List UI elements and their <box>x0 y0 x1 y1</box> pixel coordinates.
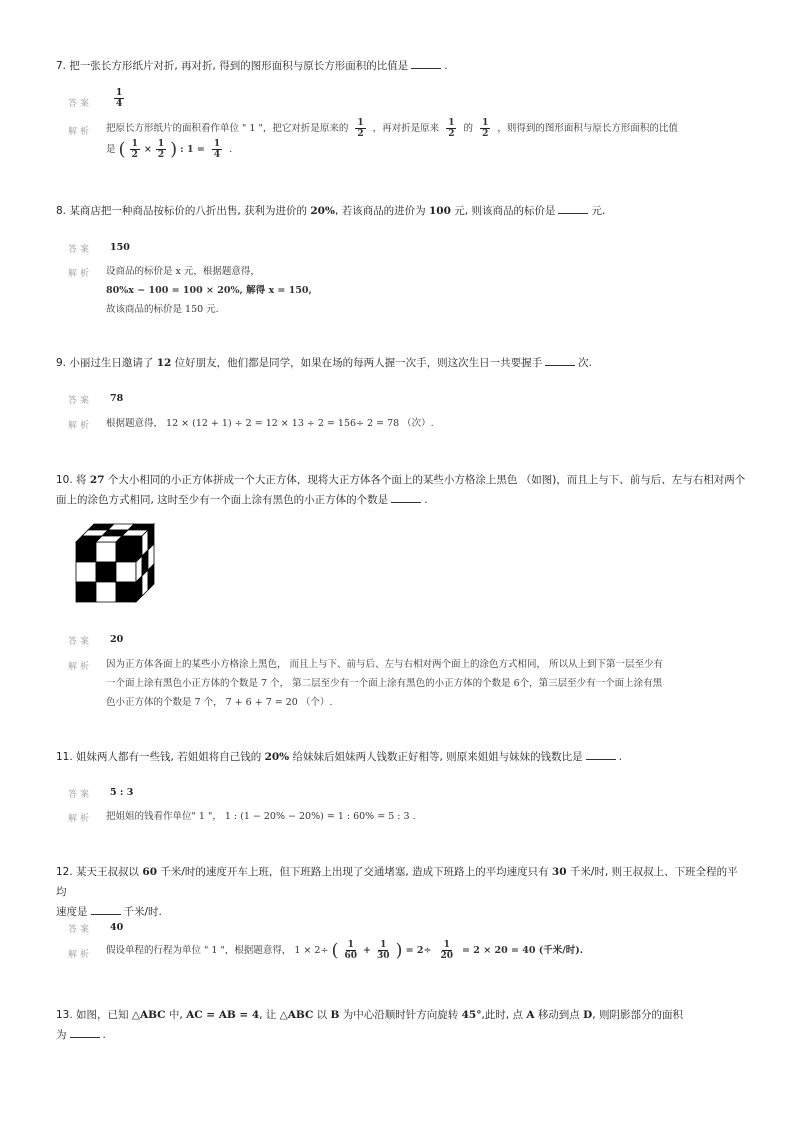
question-text: 次. <box>578 357 593 369</box>
analysis-line: 80%x − 100 = 100 × 20%, 解得 x = 150, <box>106 285 312 296</box>
answer-blank <box>411 56 441 69</box>
fraction <box>342 940 359 961</box>
answer-blank <box>586 747 616 760</box>
answer-fraction <box>114 88 124 109</box>
question-text: . <box>424 494 428 506</box>
question-text: 千米/时. <box>123 906 162 918</box>
analysis-line: 一个面上涂有黑色小正方体的个数是 7 个， 第二层至少有一个面上涂有黑色的小正方体的个数是 6个，第三层至少有一个面上涂有黑 <box>106 678 663 689</box>
answer-label: 答案 <box>68 99 93 109</box>
fraction: $\frac{1}{2}$ <box>131 139 138 160</box>
question-8 <box>56 201 746 221</box>
answer-blank <box>545 353 575 366</box>
numerator: 1 <box>116 88 123 98</box>
answer-label: 答案 <box>68 245 93 255</box>
cube-front-cell <box>116 542 136 562</box>
cube-front-cell <box>96 582 116 602</box>
numerator: 1 <box>347 940 354 950</box>
analysis-line: 因为正方体各面上的某些小方格涂上黑色， 而且上与下、前与后、左与右相对两个面上的涂色方式相同， 所以从上到下第一层至少有 <box>106 659 664 670</box>
cube-front-cell <box>116 582 136 602</box>
answer-9: 78 <box>110 393 124 404</box>
question-text: 13. 如图，已知 <box>56 1009 129 1021</box>
question-number: 20% <box>310 205 335 217</box>
math-expression: △ABC <box>131 1009 166 1021</box>
fraction: $\frac{1}{2}$ <box>448 118 455 139</box>
question-text: 11. 姐妹两人都有一些钱, 若姐姐将自己钱的 <box>56 751 262 763</box>
analysis-7: 把原长方形纸片的面积看作单位 " 1 "，把它对折是原来的 $\frac{1}{2}$ ，再对折是原来 $\frac{1}{2}$ 的 $\frac{1}{2}$ ，则得到的图形面积与原长方形面积的比值 是 ( $\frac{1}{2}$ × $\frac{1}{2}$ ) : 1 = $\frac{1}{4}$ . <box>106 118 678 160</box>
math-expression: △ABC <box>279 1009 314 1021</box>
analysis-10 <box>106 655 726 712</box>
question-9 <box>56 353 746 373</box>
answer-12: 40 <box>110 922 124 933</box>
fraction: $\frac{1}{4}$ <box>213 139 221 160</box>
cube-front-cell <box>96 562 116 582</box>
cube-front-cell <box>96 542 116 562</box>
question-text: 元, 则该商品的标价是 <box>454 205 556 217</box>
analysis-text: = 2 × 20 = 40 (千米/时). <box>462 945 584 956</box>
math-expression: 45° <box>461 1009 482 1021</box>
plus-sign: + <box>363 945 371 956</box>
answer-blank <box>91 902 121 915</box>
question-number: 60 <box>142 866 158 878</box>
question-number: 12 <box>156 357 172 369</box>
question-text: , 让 <box>259 1009 277 1021</box>
question-text: , 若该商品的进价为 <box>334 205 426 217</box>
question-10 <box>56 470 746 510</box>
analysis-text: 是 <box>106 144 116 155</box>
analysis-text: . <box>229 144 233 155</box>
cube-front-face <box>76 542 136 602</box>
cube-front-cell <box>76 542 96 562</box>
answer-blank <box>70 1025 100 1038</box>
fraction: $\frac{1}{2}$ <box>482 118 489 139</box>
denominator: 30 <box>376 951 390 961</box>
answer-label: 答案 <box>68 637 93 647</box>
analysis-text: ，再对折是原来 <box>372 123 440 134</box>
question-7-text: 7. 把一张长方形纸片对折, 再对折, 得到的图形面积与原长方形面积的比值是 <box>56 60 409 72</box>
fraction: $\frac{1}{2}$ <box>157 139 165 160</box>
math-expression: D <box>583 1009 593 1021</box>
question-text: . <box>102 1029 106 1041</box>
analysis-8 <box>106 262 726 319</box>
fraction <box>438 940 455 961</box>
analysis-label: 解析 <box>68 662 93 672</box>
analysis-line: 故该商品的标价是 150 元. <box>106 304 219 315</box>
question-text: , 则阴影部分的面积 <box>592 1009 683 1021</box>
question-number: 30 <box>551 866 567 878</box>
question-11 <box>56 747 746 767</box>
question-12 <box>56 862 746 922</box>
analysis-label: 解析 <box>68 814 93 824</box>
analysis-12: 假设单程的行程为单位 " 1 "，根据题意得， 1 × 2÷ ( $\frac{1}{60}$ + $\frac{1}{30}$ ) = 2÷ $\frac{1}{20}$ = 2 × 20 = 40 (千米/时). <box>106 940 584 961</box>
times-sign: × <box>143 144 152 155</box>
checkered-cube-figure <box>72 518 164 612</box>
numerator: 1 <box>357 118 364 128</box>
analysis-text: 的 <box>463 123 474 134</box>
question-text: 8. 某商店把一种商品按标价的八折出售, 获利为进价的 <box>56 205 308 217</box>
denominator: 60 <box>344 951 358 961</box>
analysis-line: 色小正方体的个数是 7 个， 7 + 6 + 7 = 20 （个）. <box>106 697 333 708</box>
question-text: . <box>618 751 623 763</box>
question-text: 为 <box>56 1029 67 1041</box>
analysis-label: 解析 <box>68 127 93 137</box>
question-number: 20% <box>264 751 290 763</box>
answer-11: 5 : 3 <box>110 787 134 798</box>
answer-blank <box>391 490 421 503</box>
question-text: 千米/时, 则王叔叔上、下班全程的平均 <box>56 866 738 898</box>
question-number: 100 <box>429 205 451 217</box>
answer-8: 150 <box>110 242 130 253</box>
math-expression: A <box>526 1009 535 1021</box>
analysis-text: ，则得到的图形面积与原长方形面积的比值 <box>497 123 678 134</box>
analysis-label: 解析 <box>68 269 93 279</box>
question-text: 面上的涂色方式相同, 这时至少有一个面上涂有黑色的小正方体的个数是 <box>56 494 389 506</box>
cube-front-cell <box>76 562 96 582</box>
cube-front-cell <box>116 562 136 582</box>
question-number: 27 <box>89 474 105 486</box>
cube-front-cell <box>76 582 96 602</box>
question-text: 元. <box>591 205 606 217</box>
question-text: 为中心沿顺时针方向旋转 <box>342 1009 459 1021</box>
answer-label: 答案 <box>68 925 93 935</box>
numerator: 1 <box>380 940 387 950</box>
analysis-line: 设商品的标价是 x 元，根据题意得， <box>106 266 260 277</box>
question-text: ,此时, 点 <box>481 1009 523 1021</box>
analysis-text: : 1 = <box>180 144 205 155</box>
answer-blank <box>558 201 588 214</box>
question-text: 中, <box>168 1009 183 1021</box>
analysis-text: = 2÷ <box>405 945 432 956</box>
question-text: 9. 小丽过生日邀请了 <box>56 357 154 369</box>
math-expression: B <box>330 1009 340 1021</box>
fraction <box>375 940 392 961</box>
analysis-label: 解析 <box>68 421 93 431</box>
question-text: 千米/时的速度开车上班，但下班路上出现了交通堵塞, 造成下班路上的平均速度只有 <box>160 866 549 878</box>
analysis-label: 解析 <box>68 950 93 960</box>
answer-10: 20 <box>110 634 124 645</box>
question-text: 移动到点 <box>537 1009 580 1021</box>
question-text: 位好朋友，他们都是同学，如果在场的每两人握一次手，则这次生日一共要握手 <box>174 357 543 369</box>
question-text: 12. 某天王叔叔以 <box>56 866 140 878</box>
question-13 <box>56 1005 746 1045</box>
answer-label: 答案 <box>68 396 93 406</box>
question-text: 速度是 <box>56 906 88 918</box>
analysis-9: 根据题意得， 12 × (12 + 1) ÷ 2 = 12 × 13 ÷ 2 = 156÷ 2 = 78 （次）. <box>106 418 434 429</box>
analysis-text: 把原长方形纸片的面积看作单位 " 1 "，把它对折是原来的 <box>106 123 349 134</box>
fraction: $\frac{1}{2}$ <box>357 118 364 139</box>
question-text: 个大小相同的小正方体拼成一个大正方体，现将大正方体各个面上的某些小方格涂上黑色 （如图)，而且上与下、前与后、左与右相对两个 <box>107 474 746 486</box>
question-7-end: . <box>444 60 448 72</box>
analysis-11: 把姐姐的钱看作单位" 1 "， 1 : (1 − 20% − 20%) = 1 : 60% = 5 : 3 . <box>106 811 416 822</box>
answer-label: 答案 <box>68 790 93 800</box>
question-text: 给妹妹后姐妹两人钱数正好相等, 则原来姐姐与妹妹的钱数比是 <box>292 751 583 763</box>
question-7 <box>56 56 746 76</box>
math-expression: AC = AB = 4 <box>186 1009 260 1021</box>
answer-7 <box>110 88 128 109</box>
question-text: 以 <box>316 1009 328 1021</box>
analysis-text: 假设单程的行程为单位 " 1 "，根据题意得， 1 × 2÷ <box>106 945 329 956</box>
denominator: 20 <box>440 951 453 961</box>
denominator: 4 <box>116 99 123 109</box>
numerator: 1 <box>443 940 450 950</box>
question-text: 10. 将 <box>56 474 87 486</box>
